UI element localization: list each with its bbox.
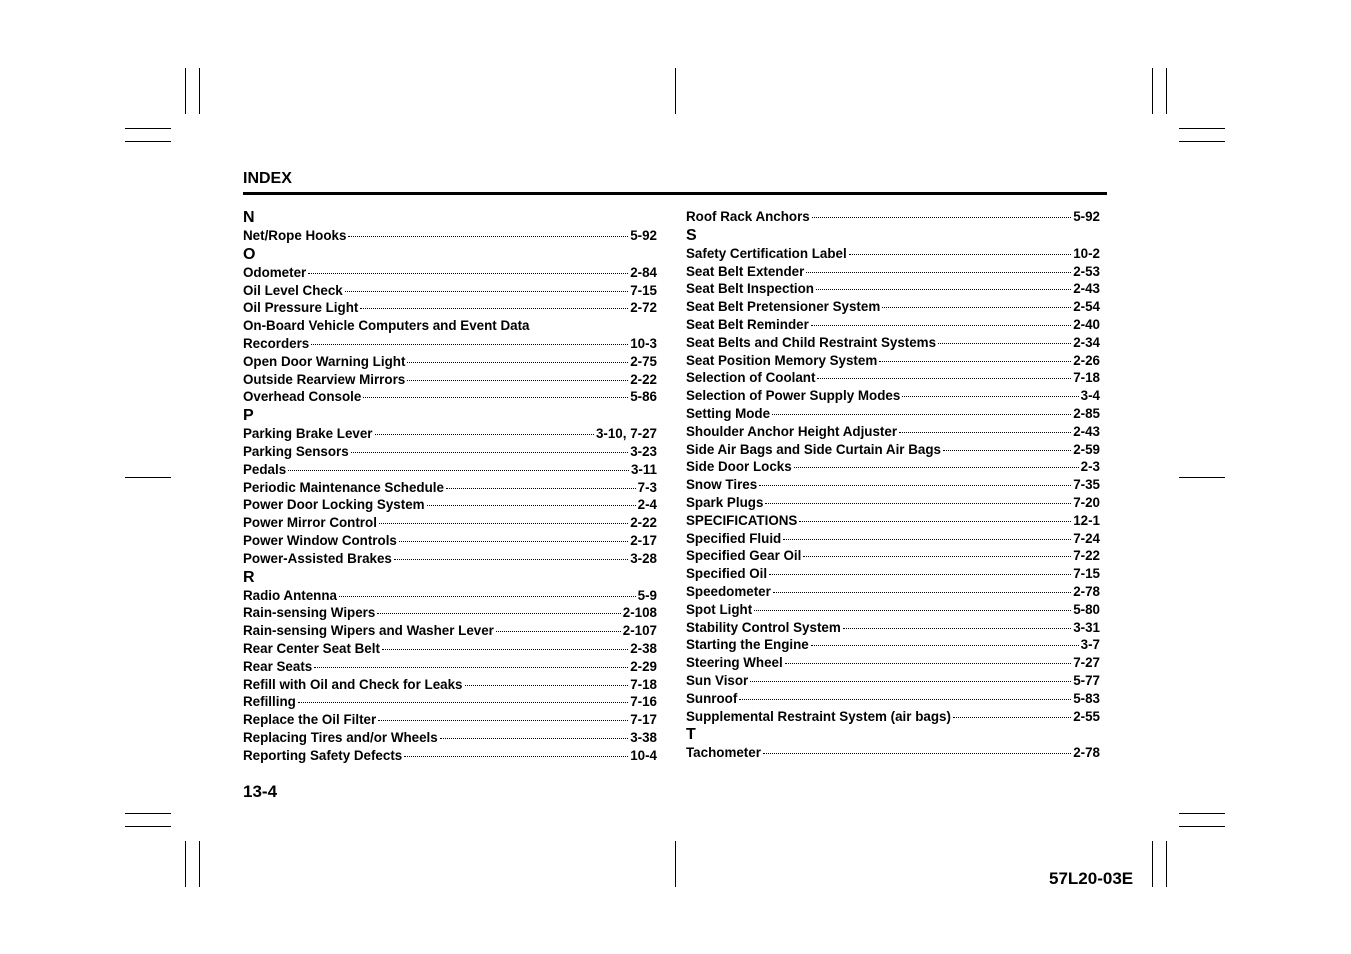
index-entry-label: Seat Belt Inspection [686, 281, 814, 297]
dot-leader [465, 685, 629, 686]
index-entry-label: Spark Plugs [686, 494, 764, 510]
index-entry [686, 494, 1100, 512]
index-entry-page: 7-15 [1073, 566, 1100, 582]
index-entry-label: Seat Belt Reminder [686, 316, 809, 332]
index-entry [243, 514, 657, 532]
index-entry [686, 245, 1100, 263]
index-entry [686, 458, 1100, 476]
index-entry-label: Side Door Locks [686, 459, 792, 475]
index-entry-label: Rain-sensing Wipers and Washer Lever [243, 623, 494, 639]
index-letter-heading: R [243, 568, 255, 586]
index-entry-page: 7-16 [630, 694, 657, 710]
index-entry [243, 425, 657, 443]
index-letter-heading: S [686, 226, 697, 244]
dot-leader [427, 505, 636, 506]
index-entry [243, 299, 657, 317]
index-entry-page: 3-28 [630, 550, 657, 566]
index-entry-page: 2-53 [1073, 263, 1100, 279]
index-entry-page: 2-22 [630, 371, 657, 387]
index-entry [686, 583, 1100, 601]
index-letter-heading: O [243, 245, 256, 263]
index-entry [686, 636, 1100, 654]
index-entry [243, 711, 657, 729]
index-entry-label: Outside Rearview Mirrors [243, 371, 406, 387]
index-entry-label: Rain-sensing Wipers [243, 605, 376, 621]
index-entry-label: Radio Antenna [243, 587, 337, 603]
index-entry-page: 3-7 [1080, 637, 1100, 653]
dot-leader [407, 380, 628, 381]
index-entry-page: 10-4 [630, 747, 657, 763]
index-entry-label: Recorders [243, 335, 310, 351]
dot-leader [843, 628, 1071, 629]
dot-leader [849, 254, 1071, 255]
index-entry-label: Refilling [243, 694, 296, 710]
index-entry-label: Odometer [243, 264, 307, 280]
index-entry [686, 280, 1100, 298]
index-entry-label: Specified Gear Oil [686, 548, 802, 564]
index-entry [686, 601, 1100, 619]
index-entry [686, 565, 1100, 583]
index-entry-page: 7-24 [1073, 530, 1100, 546]
index-entry [686, 369, 1100, 387]
dot-leader [806, 272, 1071, 273]
index-entry [686, 512, 1100, 530]
dot-leader [799, 521, 1071, 522]
index-entry-label: Parking Sensors [243, 443, 349, 459]
index-entry [686, 423, 1100, 441]
index-entry-label: Parking Brake Lever [243, 426, 373, 442]
index-entry-page: 2-54 [1073, 299, 1100, 315]
index-entry-page: 7-18 [1073, 370, 1100, 386]
index-entry-label: Replace the Oil Filter [243, 712, 377, 728]
index-entry-page: 2-59 [1073, 441, 1100, 457]
page-number: 13-4 [243, 782, 278, 801]
index-entry [243, 353, 657, 371]
index-entry-label: Spot Light [686, 601, 753, 617]
dot-leader [754, 610, 1071, 611]
index-entry-page: 5-77 [1073, 672, 1100, 688]
dot-leader [314, 667, 628, 668]
index-entry-page: 7-20 [1073, 494, 1100, 510]
index-entry-page: 2-38 [630, 640, 657, 656]
index-entry-page: 2-17 [630, 532, 657, 548]
index-entry [686, 387, 1100, 405]
index-entry-page: 2-4 [637, 497, 657, 513]
index-entry-page: 7-3 [637, 479, 657, 495]
dot-leader [763, 753, 1071, 754]
dot-leader [765, 503, 1071, 504]
index-entry-page: 5-86 [630, 389, 657, 405]
index-entry [243, 264, 657, 282]
index-column-right [686, 208, 1100, 762]
index-entry [686, 476, 1100, 494]
index-entry [686, 334, 1100, 352]
index-entry-page: 5-92 [1073, 209, 1100, 224]
index-entry-label: Seat Belts and Child Restraint Systems [686, 334, 937, 350]
index-entry-page: 2-22 [630, 515, 657, 531]
index-entry-label: Seat Position Memory System [686, 352, 878, 368]
index-entry [686, 744, 1100, 762]
dot-leader [360, 308, 628, 309]
index-entry [243, 532, 657, 550]
index-entry-label: Power Mirror Control [243, 515, 377, 531]
dot-leader [953, 717, 1071, 718]
index-entry [686, 263, 1100, 281]
index-entry-page: 2-85 [1073, 405, 1100, 421]
index-entry-page: 2-107 [622, 623, 657, 639]
index-entry-label: Speedometer [686, 583, 771, 599]
dot-leader [769, 574, 1071, 575]
index-entry-page: 7-35 [1073, 477, 1100, 493]
index-entry-page: 3-10, 7-27 [595, 426, 657, 442]
index-entry [243, 461, 657, 479]
index-entry [243, 640, 657, 658]
index-entry [243, 317, 657, 335]
index-entry-page: 2-29 [630, 658, 657, 674]
index-entry-label: Refill with Oil and Check for Leaks [243, 676, 463, 692]
index-entry [243, 658, 657, 676]
index-entry-page: 5-83 [1073, 690, 1100, 706]
index-entry-page: 3-23 [630, 443, 657, 459]
index-entry-page: 2-84 [630, 264, 657, 280]
dot-leader [879, 361, 1071, 362]
index-entry [686, 298, 1100, 316]
index-entry [243, 496, 657, 514]
index-entry-page: 2-78 [1073, 583, 1100, 599]
dot-leader [816, 289, 1071, 290]
index-entry-page: 3-4 [1080, 388, 1100, 404]
index-entry-label: Open Door Warning Light [243, 353, 406, 369]
index-entry [243, 443, 657, 461]
index-entry-label: Sun Visor [686, 672, 749, 688]
index-column-left [243, 208, 657, 765]
dot-leader [382, 649, 628, 650]
dot-leader [351, 452, 629, 453]
index-entry [243, 587, 657, 605]
index-entry-page: 10-3 [630, 335, 657, 351]
index-entry-label: Snow Tires [686, 477, 758, 493]
dot-leader [496, 631, 621, 632]
index-entry [243, 227, 657, 245]
index-entry-label: Setting Mode [686, 405, 771, 421]
index-letter-heading: T [686, 726, 696, 744]
index-entry-page: 3-11 [630, 461, 657, 477]
dot-leader [938, 343, 1071, 344]
document-code: 57L20-03E [1049, 869, 1134, 888]
dot-leader [399, 541, 628, 542]
index-entry [686, 708, 1100, 726]
index-entry [686, 672, 1100, 690]
dot-leader [379, 523, 628, 524]
index-entry-label: Rear Center Seat Belt [243, 640, 380, 656]
index-entry [686, 619, 1100, 637]
dot-leader [812, 217, 1071, 218]
index-entry-page: 5-9 [637, 587, 657, 603]
dot-leader [298, 702, 628, 703]
index-entry-page: 2-26 [1073, 352, 1100, 368]
dot-leader [311, 344, 628, 345]
index-entry [686, 690, 1100, 708]
dot-leader [811, 325, 1071, 326]
index-entry-label: Power Door Locking System [243, 497, 425, 513]
dot-leader [339, 596, 636, 597]
dot-leader [811, 645, 1079, 646]
dot-leader [899, 432, 1071, 433]
dot-leader [943, 450, 1071, 451]
dot-leader [308, 273, 628, 274]
index-entry-label: Pedals [243, 461, 287, 477]
index-entry [243, 747, 657, 765]
index-entry-page: 5-92 [630, 228, 657, 243]
dot-leader [407, 362, 628, 363]
dot-leader [759, 485, 1071, 486]
dot-leader [404, 756, 628, 757]
dot-leader [440, 738, 628, 739]
index-entry-page: 7-17 [630, 712, 657, 728]
index-entry-label: Starting the Engine [686, 637, 809, 653]
index-entry-label: Seat Belt Extender [686, 263, 805, 279]
dot-leader [348, 236, 628, 237]
dot-leader [739, 699, 1071, 700]
dot-leader [288, 470, 629, 471]
index-entry-label: Specified Fluid [686, 530, 782, 546]
index-entry-page: 7-15 [630, 282, 657, 298]
index-entry-label: Roof Rack Anchors [686, 209, 810, 224]
index-entry-label: SPECIFICATIONS [686, 512, 798, 528]
index-entry-label: Supplemental Restraint System (air bags) [686, 708, 951, 724]
index-entry [243, 693, 657, 711]
dot-leader [394, 559, 628, 560]
dot-leader [882, 307, 1071, 308]
dot-leader [345, 291, 628, 292]
index-entry-page: 7-22 [1073, 548, 1100, 564]
index-entry-page: 7-27 [1073, 655, 1100, 671]
index-entry-page: 2-72 [630, 300, 657, 316]
index-entry-label: Seat Belt Pretensioner System [686, 299, 881, 315]
index-entry-label: Power-Assisted Brakes [243, 550, 392, 566]
index-entry [243, 676, 657, 694]
dot-leader [772, 414, 1071, 415]
index-entry-page: 3-38 [630, 729, 657, 745]
index-entry-page: 5-80 [1073, 601, 1100, 617]
index-entry-label: Tachometer [686, 745, 761, 761]
index-entry-page: 7-18 [630, 676, 657, 692]
page-title: INDEX [243, 170, 292, 187]
index-entry-label: Selection of Coolant [686, 370, 816, 386]
dot-leader [785, 663, 1071, 664]
dot-leader [750, 681, 1071, 682]
index-entry [686, 441, 1100, 459]
index-entry-label: Power Window Controls [243, 532, 397, 548]
index-entry-page: 2-75 [630, 353, 657, 369]
index-entry-label: On-Board Vehicle Computers and Event Data [243, 318, 530, 334]
index-entry [243, 604, 657, 622]
index-entry [686, 316, 1100, 334]
index-entry-label: Steering Wheel [686, 655, 783, 671]
index-entry [686, 654, 1100, 672]
dot-leader [377, 613, 620, 614]
index-entry-page: 10-2 [1073, 245, 1100, 261]
index-entry-label: Selection of Power Supply Modes [686, 388, 901, 404]
dot-leader [902, 396, 1078, 397]
index-entry-label: Side Air Bags and Side Curtain Air Bags [686, 441, 941, 457]
index-entry [686, 405, 1100, 423]
index-entry-label: Periodic Maintenance Schedule [243, 479, 444, 495]
dot-leader [794, 467, 1079, 468]
index-entry [686, 547, 1100, 565]
index-entry-page: 2-43 [1073, 423, 1100, 439]
index-entry-page: 2-55 [1073, 708, 1100, 724]
index-entry [686, 530, 1100, 548]
index-entry-label: Replacing Tires and/or Wheels [243, 729, 438, 745]
index-entry [243, 729, 657, 747]
index-entry-page: 2-34 [1073, 334, 1100, 350]
index-entry [243, 479, 657, 497]
index-letter-heading: N [243, 209, 255, 226]
dot-leader [378, 720, 628, 721]
index-entry-label: Sunroof [686, 690, 738, 706]
dot-leader [803, 556, 1071, 557]
index-entry [243, 335, 657, 353]
index-entry [243, 550, 657, 568]
index-entry [686, 208, 1100, 226]
index-entry-page: 3-31 [1073, 619, 1100, 635]
title-rule [243, 192, 1107, 195]
index-entry-page: 12-1 [1073, 512, 1100, 528]
index-entry-page: 2-3 [1080, 459, 1100, 475]
index-entry-label: Shoulder Anchor Height Adjuster [686, 423, 898, 439]
index-letter-heading: P [243, 407, 254, 425]
index-entry-page: 2-78 [1073, 745, 1100, 761]
index-entry-label: Rear Seats [243, 658, 313, 674]
dot-leader [446, 488, 636, 489]
index-entry [243, 371, 657, 389]
index-entry [686, 352, 1100, 370]
index-entry-label: Overhead Console [243, 389, 362, 405]
dot-leader [783, 539, 1071, 540]
dot-leader [773, 592, 1071, 593]
index-entry [243, 282, 657, 300]
index-entry-label: Oil Level Check [243, 282, 343, 298]
dot-leader [363, 397, 628, 398]
dot-leader [375, 434, 594, 435]
index-entry-label: Specified Oil [686, 566, 768, 582]
dot-leader [817, 378, 1071, 379]
index-entry-label: Stability Control System [686, 619, 841, 635]
index-entry [243, 622, 657, 640]
index-entry-page: 2-108 [622, 605, 657, 621]
index-entry-label: Reporting Safety Defects [243, 747, 403, 763]
index-entry-label: Oil Pressure Light [243, 300, 359, 316]
index-entry-page: 2-43 [1073, 281, 1100, 297]
index-entry-label: Net/Rope Hooks [243, 228, 347, 243]
index-entry-page: 2-40 [1073, 316, 1100, 332]
index-entry-label: Safety Certification Label [686, 245, 847, 261]
index-entry [243, 388, 657, 406]
